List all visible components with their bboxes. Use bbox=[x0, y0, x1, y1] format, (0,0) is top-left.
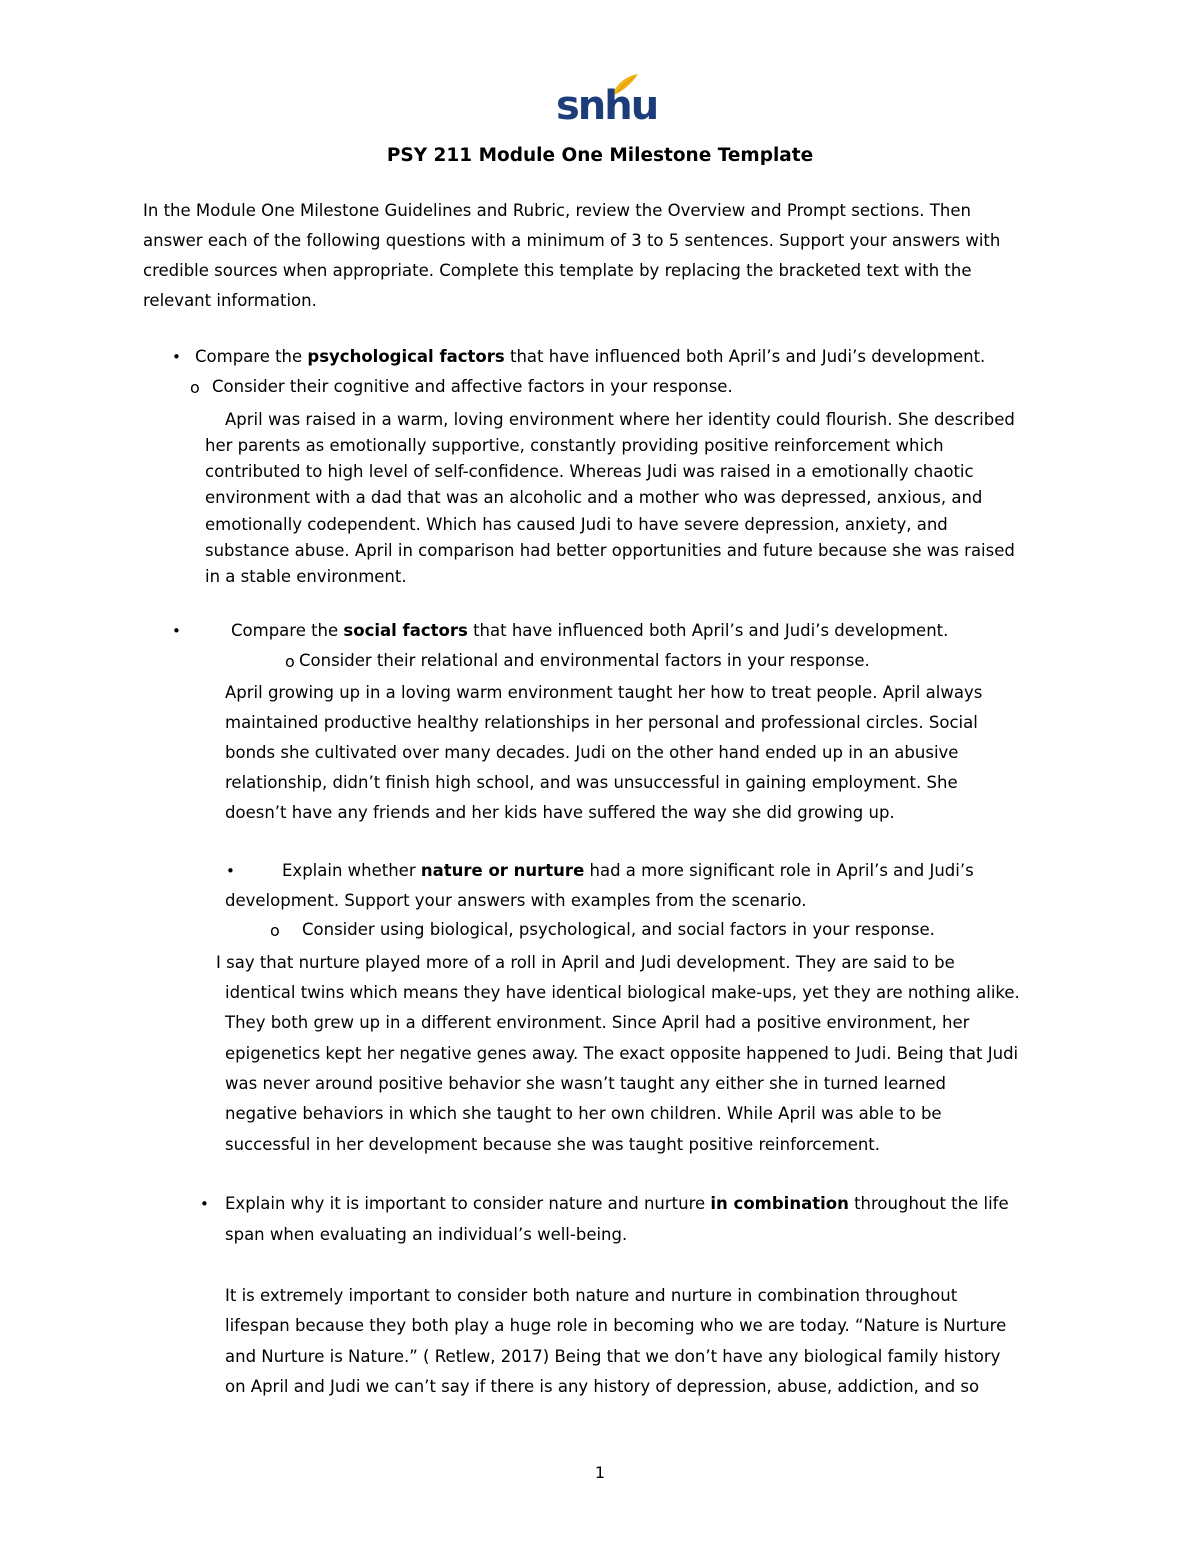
bullet-marker: • bbox=[226, 862, 235, 880]
answer-line: doesn’t have any friends and her kids have suffered the way she did growing up. bbox=[225, 803, 895, 822]
answer-line: They both grew up in a different environment. Since April had a positive environment, her bbox=[225, 1013, 970, 1032]
answer-line: was never around positive behavior she wasn’t taught any either she in turned learned bbox=[225, 1074, 946, 1093]
prompt-bold-term: nature or nurture bbox=[420, 861, 585, 880]
answer-line: in a stable environment. bbox=[205, 567, 407, 586]
section-subprompt: Consider their cognitive and affective factors in your response. bbox=[212, 377, 733, 396]
answer-line: April was raised in a warm, loving environment where her identity could flourish. She described bbox=[225, 410, 1015, 429]
section-subprompt: Consider using biological, psychological, and social factors in your response. bbox=[302, 920, 935, 939]
intro-line: relevant information. bbox=[143, 291, 317, 310]
answer-line: her parents as emotionally supportive, constantly providing positive reinforcement which bbox=[205, 436, 944, 455]
intro-line: answer each of the following questions with a minimum of 3 to 5 sentences. Support your answers with bbox=[143, 231, 1001, 250]
answer-line: and Nurture is Nature.” ( Retlew, 2017) Being that we don’t have any biological family history bbox=[225, 1347, 1001, 1366]
answer-line: on April and Judi we can’t say if there is any history of depression, abuse, addiction, and so bbox=[225, 1377, 980, 1396]
section-prompt: Explain whether nature or nurture had a more significant role in April’s and Judi’s bbox=[282, 861, 974, 880]
answer-line: epigenetics kept her negative genes away. The exact opposite happened to Judi. Being that Judi bbox=[225, 1044, 1019, 1063]
bullet-marker: • bbox=[172, 622, 181, 640]
answer-line: relationship, didn’t finish high school, and was unsuccessful in gaining employment. She bbox=[225, 773, 958, 792]
prompt-bold-term: in combination bbox=[710, 1194, 849, 1213]
sub-bullet-marker: o bbox=[190, 378, 200, 397]
answer-line: It is extremely important to consider both nature and nurture in combination throughout bbox=[225, 1286, 958, 1305]
prompt-bold-term: social factors bbox=[343, 621, 468, 640]
page-number: 1 bbox=[594, 1463, 606, 1482]
logo-wordmark: snhu bbox=[556, 83, 658, 129]
section-prompt: Compare the social factors that have influenced both April’s and Judi’s development. bbox=[231, 621, 949, 640]
answer-line: environment with a dad that was an alcoholic and a mother who was depressed, anxious, and bbox=[205, 488, 983, 507]
snhu-logo bbox=[552, 72, 658, 132]
prompt-bold-term: psychological factors bbox=[307, 347, 505, 366]
answer-line: maintained productive healthy relationships in her personal and professional circles. Social bbox=[225, 713, 978, 732]
answer-line: April growing up in a loving warm environment taught her how to treat people. April always bbox=[225, 683, 983, 702]
sub-bullet-marker: o bbox=[270, 921, 280, 940]
section-prompt-line2: development. Support your answers with examples from the scenario. bbox=[225, 891, 807, 910]
intro-line: credible sources when appropriate. Complete this template by replacing the bracketed text with the bbox=[143, 261, 972, 280]
answer-line: bonds she cultivated over many decades. Judi on the other hand ended up in an abusive bbox=[225, 743, 959, 762]
answer-line: successful in her development because she was taught positive reinforcement. bbox=[225, 1135, 881, 1154]
bullet-marker: • bbox=[200, 1195, 209, 1213]
section-prompt: Compare the psychological factors that have influenced both April’s and Judi’s development. bbox=[195, 347, 986, 366]
answer-line: emotionally codependent. Which has caused Judi to have severe depression, anxiety, and bbox=[205, 515, 948, 534]
bullet-marker: • bbox=[172, 348, 181, 366]
sub-bullet-marker: o bbox=[285, 652, 295, 671]
section-prompt-line2: span when evaluating an individual’s well-being. bbox=[225, 1225, 628, 1244]
section-subprompt: Consider their relational and environmental factors in your response. bbox=[299, 651, 870, 670]
answer-line: I say that nurture played more of a roll in April and Judi development. They are said to be bbox=[216, 953, 955, 972]
answer-line: identical twins which means they have identical biological make-ups, yet they are nothing alike. bbox=[225, 983, 1020, 1002]
answer-line: negative behaviors in which she taught to her own children. While April was able to be bbox=[225, 1104, 942, 1123]
answer-line: lifespan because they both play a huge role in becoming who we are today. “Nature is Nurture bbox=[225, 1316, 1007, 1335]
answer-line: contributed to high level of self-confidence. Whereas Judi was raised in a emotionally chaotic bbox=[205, 462, 974, 481]
answer-line: substance abuse. April in comparison had better opportunities and future because she was raised bbox=[205, 541, 1015, 560]
intro-line: In the Module One Milestone Guidelines and Rubric, review the Overview and Prompt sections. Then bbox=[143, 201, 971, 220]
page-title: PSY 211 Module One Milestone Template bbox=[386, 145, 814, 166]
section-prompt: Explain why it is important to consider nature and nurture in combination throughout the life bbox=[225, 1194, 1009, 1213]
